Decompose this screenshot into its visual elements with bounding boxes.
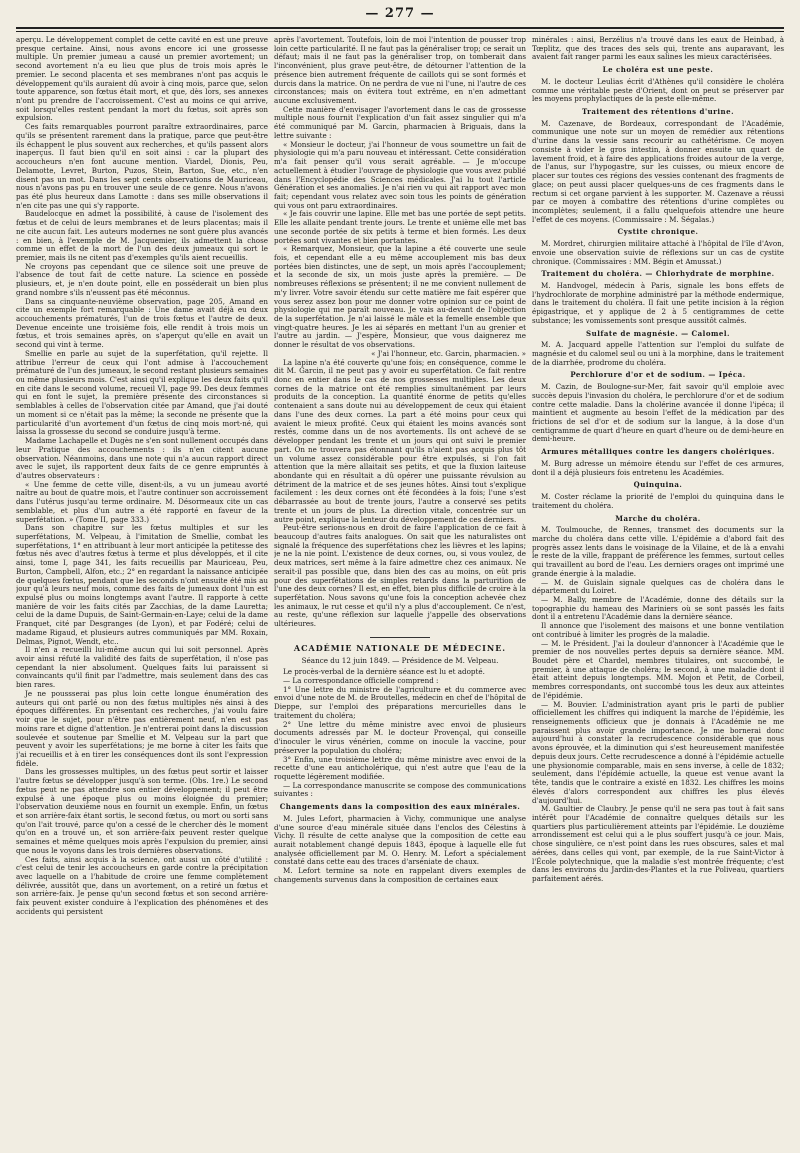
session-subtitle: Séance du 12 juin 1849. — Présidence de M. Velpeau. (301, 655, 499, 665)
column-2 (274, 36, 526, 1144)
header-rule-thin (16, 31, 784, 32)
paragraph: Baudelocque en admet la possibilité, à cause de l'isolement des fœtus et de celui de leurs membranes et de leurs placentas; mais il ne cite aucun fait. Les auteurs modernes ne sont guère plus avancés : en bien, à l'exemple de M. Jacquemier, ils admettent la chose comme un effet de la mort de l'un des deux jumeaux qui sort le premier, mais ils ne citent pas d'exemples qu'ils aient recueillis. (16, 209, 268, 262)
paragraph: — La correspondance officielle comprend : (283, 676, 439, 686)
paragraph: « Je fais couvrir une lapine. Elle met bas une portée de sept petits. Elle les allaite pendant trente jours. Le trente et unième elle met bas une seconde portée de six petits à terme et bien formés. Les deux portées sont vivantes et bien portantes. (274, 209, 526, 245)
paragraph: Cette manière d'envisager l'avortement dans le cas de grossesse multiple nous fournit l'explication d'un fait assez singulier qui m'a été communiqué par M. Garcin, pharmacien à Briguais, dans la lettre suivante : (274, 104, 526, 140)
paragraph: — M. Bally, membre de l'Académie, donne des détails sur la topographie du hameau des Mariniers où se sont passés les faits dont il a entretenu l'Académie dans la dernière séance. (532, 594, 784, 622)
section-heading: Marche du choléra. (615, 513, 701, 523)
paragraph: M. Mordret, chirurgien militaire attaché à l'hôpital de l'île d'Avon, envoie une observation suivie de réflexions sur un cas de cystite chronique. (Commissaires : MM. Bégin et Amussat.) (532, 239, 784, 266)
section-heading: Quinquina. (633, 480, 683, 490)
paragraph: Smellie en parle au sujet de la superfétation, qu'il rejette. Il attribue l'erreur de ceux qui l'ont admise à l'accouchement prématuré de l'un des jumeaux, le second restant plusieurs semaines ou même plusieurs mois. C'est ainsi qu'il explique les deux faits qu'il en cite dans le second volume, recueil VI, page 99. Des deux femmes qui en font le sujet, la première présente des circonstances si semblables à celles de l'observation citée par Amand, que j'ai douté un moment si ce n'était pas la même; la seconde ne présente que la particularité d'un avortement d'un fœtus de cinq mois mort-né, qui laissa la grossesse du second se conduire jusqu'à terme. (16, 348, 268, 437)
paragraph: M. Jules Lefort, pharmacien à Vichy, communique une analyse d'une source d'eau minérale située dans l'enclos des Célestins à Vichy. Il résulte de cette analyse que la composition de cette eau aurait notablement changé depuis 1843, époque à laquelle elle fut analysée officiellement par M. O. Henry. M. Lefort a spécialement constaté dans cette eau des traces d'arséniate de chaux. (274, 813, 526, 867)
paragraph: — M. de Guislain signale quelques cas de choléra dans le département du Loiret. (532, 577, 784, 596)
paragraph: Ces faits, ainsi acquis à la science, ont aussi un côté d'utilité : c'est celui de tenir les accoucheurs en garde contre la précipitation avec laquelle on a l'habitude de croire une femme complètement délivrée, aussitôt que, dans un avortement, on a retiré un fœtus et son arrière-faix. Je pense qu'un second fœtus et son second arrière-faix peuvent exister conduire à l'explication des phénomènes et des accidents qui persistent (16, 854, 268, 916)
page-number: — 277 — (365, 6, 435, 21)
paragraph: M. le docteur Leulias écrit d'Athènes qu'il considère le choléra comme une véritable peste d'Orient, dont on peut se préserver par les moyens prophylactiques de la peste elle-même. (532, 76, 784, 104)
paragraph: Dans son chapitre sur les fœtus multiples et sur les superfétations, M. Velpeau, à l'imitation de Smellie, combat les superfétations, 1° en attribuant à leur mort anticipée la petitesse des fœtus nés avec d'autres fœtus à terme et plus développés, et il cite ainsi, tome I, page 341, les faits recueillis par Mauriceau, Peu, Burton, Campbell, Alfon, etc.; 2° en regardant la naissance anticipée de quelques fœtus, pendant que les seconds n'ont ensuite été mis au jour qu'à leurs neuf mois, comme des faits de jumeaux dont l'un est expulsé plus ou moins longtemps avant l'autre. Il rapporte à cette manière de voir les faits cités par Zacchias, de la dame Lauretta; celui de la dame Dupuis, de Saint-Germain-en-Laye; celui de la dame Franquet, cité par Desgranges (de Lyon), et par Fodéré; celui de madame Rigaud, et plusieurs autres communiqués par MM. Roxain, Delmas, Pignot, Wendt, etc.. (16, 523, 268, 646)
paragraph: M. Lefort termine sa note en rappelant divers exemples de changements survenus dans la composition de certaines eaux (274, 866, 526, 884)
paragraph: 2° Une lettre du même ministre avec envoi de plusieurs documents adressés par M. le docteur Provençal, qui conseille d'inoculer le virus vénérien, comme on inocule la vaccine, pour préserver la population du choléra; (274, 719, 526, 755)
paragraph: M. A. Jacquard appelle l'attention sur l'emploi du sulfate de magnésie et du calomel seul ou uni à la morphine, dans le traitement de la diarrhée, prodrome du choléra. (532, 340, 784, 367)
paragraph: « Monsieur le docteur, j'ai l'honneur de vous soumettre un fait de physiologie qui m'a paru nouveau et intéressant. Cette considération m'a fait penser qu'il vous serait agréable. — Je m'occupe actuellement à étudier l'ouvrage de physiologie que vous avez publié dans l'Encyclopédie des Sciences médicales. J'ai lu tout l'article Génération et ses anomalies. Je n'ai rien vu qui ait rapport avec mon fait; cependant vous relatez avec soin tous les points de génération qui vous ont paru extraordinaires. (274, 139, 526, 210)
paragraph: Madame Lachapelle et Dugès ne s'en sont nullement occupés dans leur Pratique des accouchements : ils n'en citent aucune observation. Néanmoins, dans une note qui n'a aucun rapport direct avec le sujet, ils rapportent deux faits de ce genre empruntés à d'autres observateurs : (16, 436, 268, 480)
paragraph: M. Cazenave, de Bordeaux, correspondant de l'Académie, communique une note sur un moyen de remédier aux rétentions d'urine dans la vessie sans recourir au cathétérisme. Ce moyen consiste à vider le gros intestin, à donner ensuite un quart de lavement froid, et à faire des applications froides autour de la verge, de l'anus, sur l'hypogastre, sur les cuisses, ou mieux encore de placer sur toutes ces régions des vessies contenant des fragments de glace; on peut aussi placer quelques-uns de ces fragments dans le rectum si cet organe parvient à les supporter. M. Cazenave a réussi par ce moyen à combattre des rétentions d'urine complètes ou incomplètes; seulement, il a fallu quelquefois attendre une heure l'effet de ces moyens. (Commissaire : M. Ségalas.) (532, 118, 784, 224)
paragraph: après l'avortement. Toutefois, loin de moi l'intention de pousser trop loin cette particularité. Il ne faut pas la généraliser trop; ce serait un défaut; mais il ne faut pas la généraliser trop, on tomberait dans l'inconvénient, plus grave peut-être, de détourner l'attention de la présence bien autrement fréquente de caillots qui se sont formés et durcis dans la matrice. On ne perdra de vue ni l'une, ni l'autre de ces circonstances; mais on évitera tout extrême, en n'en admettant aucune exclusivement. (274, 36, 526, 106)
section-heading: ACADÉMIE NATIONALE DE MÉDECINE. (274, 637, 526, 653)
paragraph: — M. le Président. J'ai la douleur d'annoncer à l'Académie que le premier de nos nouvelles pertes depuis sa dernière séance. MM. Boudet père et Chardel, membres titulaires, ont succombé, le premier, à une attaque de choléra; le second, à une maladie dont il était atteint depuis longtemps. MM. Mojon et Petit, de Corbeil, membres correspondants, ont succombé tous les deux aux atteintes de l'épidémie. (532, 638, 784, 700)
paragraph: M. Coster réclame la priorité de l'emploi du quinquina dans le traitement du choléra. (532, 492, 784, 510)
paragraph: Il n'en a recueilli lui-même aucun qui lui soit personnel. Après avoir ainsi réfuté la validité des faits de superfétation, il n'ose pas cependant la nier absolument. Quelques faits lui paraissent si convaincants qu'il finit par l'admettre, mais seulement dans des cas bien rares. (16, 645, 268, 690)
paragraph: « J'ai l'honneur, etc. Garcin, pharmacien. » (371, 348, 526, 358)
section-heading: Traitement du choléra. — Chlorhydrate de morphine. (541, 269, 775, 279)
paragraph: « Une femme de cette ville, disent-ils, a vu un jumeau avorté naître au bout de quatre mois, et l'autre continuer son accroissement dans l'utérus jusqu'au terme ordinaire. M. Désormeaux cite un cas semblable, et plus d'un autre a été rapporté en faveur de la superfétation. » (Tome II, page 333.) (16, 479, 268, 524)
paragraph: Il annonce que l'isolement des maisons et une bonne ventilation ont contribué à limiter les progrès de la maladie. (532, 621, 784, 639)
section-heading: Sulfate de magnésie. — Calomel. (586, 328, 730, 338)
paragraph: Ces faits remarquables pourront paraître extraordinaires, parce qu'ils se présentent rarement dans la pratique, parce que peut-être ils échappent le plus souvent aux recherches, et qu'ils passent alors inaperçus. Il faut bien qu'il en soit ainsi : car la plupart des accoucheurs n'en font aucune mention. Viardel, Dionis, Peu, Delamotte, Levret, Burton, Puzos, Stein, Barton, Sue, etc., n'en disent pas un mot. Dans les sept cents observations de Mauriceau, nous n'avons pas pu en trouver une seule de ce genre. Nous n'avons pas été plus heureux dans Lamotte : dans ses mille observations il n'en cite pas une qui s'y rapporte. (16, 122, 268, 210)
paragraph: minérales : ainsi, Berzélius n'a trouvé dans les eaux de Heinbad, à Tœplitz, que des traces des sels qui, trente ans auparavant, les avaient fait ranger parmi les eaux salines les mieux caractérisées. (532, 36, 784, 62)
section-heading: Cystite chronique. (617, 227, 699, 237)
section-heading: Perchlorure d'or et de sodium. — Ipéca. (570, 370, 746, 380)
paragraph: Je ne poussserai pas plus loin cette longue énumération des auteurs qui ont parlé ou non des fœtus multiples nés ainsi à des époques différentes. En présentant ces recherches, j'ai voulu faire voir que le sujet, pour n'être pas entièrement neuf, n'en est pas moins rare et digne d'attention. Je n'entrerai point dans la discussion soulevée et soutenue par Smellie et M. Velpeau sur la part que peuvent y avoir les superfétations; je me borne à citer les faits que j'ai recueillis et à en tirer les conséquences dont ils sont l'expression fidèle. (16, 688, 268, 768)
paragraph: — M. Bouvier. L'administration ayant pris le parti de publier officiellement les chiffres qui indiquent la marche de l'épidémie, les renseignements officieux que je donnais à l'Académie ne me paraissent plus avoir grande importance. Je me bornerai donc aujourd'hui à constater la recrudescence considérable que nous avons éprouvée, et la diminution qui s'est heureusement manifestée depuis deux jours. Cette recrudescence a donné à l'épidémie actuelle une physionomie comparable, mais en sens inverse, à celle de 1832; seulement, dans l'épidémie actuelle, la queue est venue avant la tête, tandis que le contraire a existé en 1832. Les chiffres les moins élevés d'alors correspondent aux chiffres les plus élevés d'aujourd'hui. (532, 699, 784, 805)
paragraph: aperçu. Le développement complet de cette cavité en est une preuve presque certaine. Ainsi, nous avons encore ici une grossesse multiple. Un premier jumeau a causé un premier avortement; un second avortement n'a eu lieu que plus de trois mois après le premier. Le second placenta et ses membranes n'ont pas acquis le développement qu'ils auraient dû avoir à cinq mois, parce que, selon toute apparence, son fœtus était mort, et que, dès lors, ses annexes n'ont pu prendre de l'accroissement. C'est au moins ce qui arrive, soit lorsqu'elles restent pendant la mort du fœtus, soit après son expulsion. (16, 36, 268, 123)
column-1 (16, 36, 268, 1144)
paragraph: La lapine n'a été couverte qu'une fois; en conséquence, comme le dit M. Garcin, il ne peut pas y avoir eu superfétation. Ce fait rentre donc en entier dans le cas de nos grossesses multiples. Les deux cornes de la matrice ont été remplies simultanément par leurs produits de la conception. La quantité énorme de petits qu'elles contenaient a sans doute nui au développement de ceux qui étaient dans l'une des deux cornes. La part a été moins pour ceux qui avaient le mieux profité. Ceux qui étaient les moins avancés sont restés, comme dans un de nos avortements. Ils ont achevé de se développer pendant les trente et un jours qui ont suivi le premier part. On ne trouvera pas étonnant qu'ils n'aient pas acquis plus tôt un volume assez considérable pour être expulsés, si l'on fait attention que la mère allaitait ses petits, et que la fluxion laiteuse abondante qui en résultait a dû opérer une puissante révulsion au détriment de la matrice et de ses jeunes hôtes. Ainsi tout s'explique facilement : les deux cornes ont été fécondées à la fois; l'une s'est débarrassée au bout de trente jours, l'autre a conservé ses petits trente et un jours de plus. La direction vitale, concentrée sur un autre point, explique la lenteur du développement de ces derniers. (274, 357, 526, 524)
paragraph: 1° Une lettre du ministre de l'agriculture et du commerce avec envoi d'une note de M. de Broutelles, médecin en chef de l'hôpital de Dieppe, sur l'emploi des préparations mercurielles dans le traitement du choléra; (274, 684, 526, 720)
paragraph: Le procès-verbal de la dernière séance est lu et adopté. (283, 667, 485, 677)
section-heading: Le choléra est une peste. (602, 65, 714, 75)
paragraph: M. Handvogel, médecin à Paris, signale les bons effets de l'hydrochlorate de morphine administré par la méthode endermique, dans le traitement du choléra. Il fait une petite incision à la région épigastrique, et y applique de 2 à 5 centigrammes de cette substance; les vomissements sont presque aussitôt calmés. (532, 280, 784, 325)
paragraph: M. Burg adresse un mémoire étendu sur l'effet de ces armures, dont il a déjà plusieurs fois entretenu les Académies. (532, 458, 784, 477)
section-heading: Changements dans la composition des eaux minérales. (279, 802, 521, 812)
paragraph: 3° Enfin, une troisième lettre du même ministre avec envoi de la recette d'une eau anticholérique, qui n'est autre que l'eau de la roquette légèrement modifiée. (274, 754, 526, 781)
header-rule (16, 27, 784, 29)
paragraph: Dans sa cinquante-neuvième observation, page 205, Amand en cite un exemple fort remarquable : Une dame avait déjà eu deux accouchements prématurés, l'un de trois fœtus et l'autre de deux. Devenue enceinte une troisième fois, elle rendit à trois mois un fœtus, et trois semaines après, on s'aperçut qu'elle en avait un second qui vint à terme. (16, 296, 268, 350)
paragraph: M. Gaultier de Claubry. Je pense qu'il ne sera pas tout à fait sans intérêt pour l'Académie de connaître quelques détails sur les quartiers plus particulièrement atteints par l'épidémie. Le douzième arrondissement est celui qui a le plus souffert jusqu'à ce jour. Mais, chose singulière, ce n'est point dans les rues obscures, sales et mal aérées, dans celles qui vont, par exemple, de la rue Saint-Victor à l'École polytechnique, que la maladie s'est montrée fréquente; c'est dans les environs du Jardin-des-Plantes et la rue Poliveau, quartiers parfaitement aérés. (532, 804, 784, 883)
paragraph: M. Cazin, de Boulogne-sur-Mer, fait savoir qu'il emploie avec succès depuis l'invasion du choléra, le perchlorure d'or et de sodium contre cette maladie. Dans la cholérine avancée il donne l'ipéca; il maintient et augmente au besoin l'effet de la médication par des frictions de sel d'or et de sodium sur la langue, à la dose d'un centigramme de quart d'heure en quart d'heure ou de demi-heure en demi-heure. (532, 382, 784, 444)
paragraph: M. Toulmouche, de Rennes, transmet des documents sur la marche du choléra dans cette ville. L'épidémie a d'abord fait des progrès assez lents dans le voisinage de la Vilaine, et de là a envahi le reste de la ville, frappant de préférence les femmes, surtout celles qui travaillent au bord de l'eau. Les derniers orages ont imprimé une grande énergie à la maladie. (532, 525, 784, 578)
paragraph: « Remarquez, Monsieur, que la lapine a été couverte une seule fois, et cependant elle a eu même accouplement mis bas deux portées bien distinctes, une de sept, un mois après l'accouplement; et la seconde de six, un mois juste après la première. — De nombreuses réflexions se présentent; il ne me convient nullement de m'y livrer. Votre savoir étendu sur cette matière me fait espérer que vous serez assez bon pour me donner votre opinion sur ce point de physiologie qui me paraît nouveau. Je vais au-devant de l'objection de la superfétation. Je n'ai laissé le mâle et la femelle ensemble que vingt-quatre heures. Je les ai séparés en mettant l'un au grenier et l'autre au jardin. — J'espère, Monsieur, que vous daignerez me donner le résultat de vos observations. (274, 244, 526, 350)
paragraph: Ne croyons pas cependant que ce silence soit une preuve de l'absence de tout fait de cette nature. La science en possède plusieurs, et, je n'en doute point, elle en posséderait un bien plus grand nombre s'ils n'eussent pas été méconnus. (16, 261, 268, 297)
paragraph: Peut-être serions-nous en droit de faire l'application de ce fait à beaucoup d'autres faits analogues. On sait que les naturalistes ont signalé la fréquence des superfétations chez les lièvres et les lapins; je ne la nie point. L'existence de deux cornes, ou, si vous voulez, de deux matrices, sert même à la faire admettre chez ces animaux. Ne serait-il pas possible que, dans bien des cas au moins, on eût pris pour des superfétations de simples retards dans la parturition de l'une des deux cornes? Il est, en effet, bien plus difficile de croire à la superfétation. Nous savons qu'une fois la conception achevée chez les animaux, le rut cesse et qu'il n'y a plus d'accouplement. Ce n'est, au reste, qu'une réflexion sur laquelle j'appelle des observations ultérieures. (274, 523, 526, 629)
paragraph: — La correspondance manuscrite se compose des communications suivantes : (274, 780, 526, 799)
paragraph: Dans les grossesses multiples, un des fœtus peut sortir et laisser l'autre fœtus se développer jusqu'à son terme. (Obs. 1re.) Le second fœtus peut ne pas attendre son entier développement; il peut être expulsé à une époque plus ou moins éloignée du premier; l'observation deuxième nous en fournit un exemple. Enfin, un fœtus et son arrière-faix étant sortis, le second fœtus, ou mort ou sorti sans qu'on l'ait trouvé, parce qu'on a cessé de le chercher dès le moment qu'on en a trouvé un, et son arrière-faix peuvent rester quelque semaines et même quelques mois après l'expulsion du premier, ainsi que nous le voyons dans les trois dernières observations. (16, 767, 268, 855)
section-heading: Traitement des rétentions d'urine. (581, 107, 735, 117)
column-3 (532, 36, 784, 1144)
section-heading: Armures métalliques contre les dangers cholériques. (541, 447, 775, 457)
